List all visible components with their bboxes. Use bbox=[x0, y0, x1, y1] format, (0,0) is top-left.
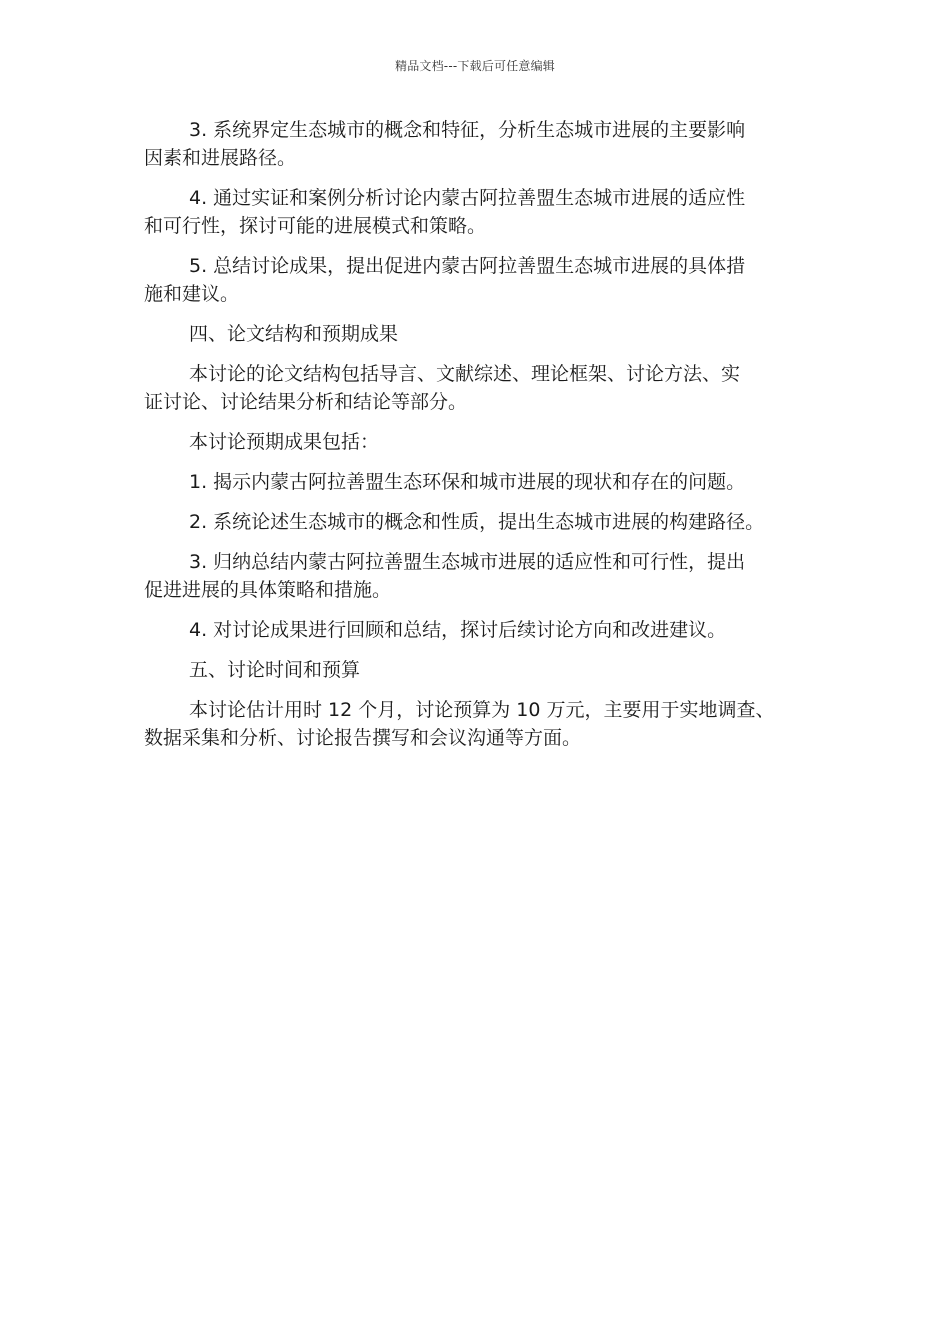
paragraph-expected-intro: 本讨论预期成果包括： bbox=[189, 431, 380, 453]
paragraph-expected-4: 4. 对讨论成果进行回顾和总结，探讨后续讨论方向和改进建议。 bbox=[189, 619, 727, 641]
section-heading-time-budget: 五、讨论时间和预算 bbox=[189, 659, 361, 681]
paragraph-time-budget: 本讨论估计用时 12 个月，讨论预算为 10 万元，主要用于实地调查、 数据采集和分析、讨论报告撰写和会议沟通等方面。 bbox=[144, 699, 775, 749]
section-heading-structure: 四、论文结构和预期成果 bbox=[189, 323, 399, 345]
document-body bbox=[144, 116, 812, 764]
paragraph-objective-4: 4. 通过实证和案例分析讨论内蒙古阿拉善盟生态城市进展的适应性 和可行性，探讨可能的进展模式和策略。 bbox=[144, 187, 746, 237]
paragraph-expected-1: 1. 揭示内蒙古阿拉善盟生态环保和城市进展的现状和存在的问题。 bbox=[189, 471, 746, 493]
paragraph-structure: 本讨论的论文结构包括导言、文献综述、理论框架、讨论方法、实 证讨论、讨论结果分析和结论等部分。 bbox=[144, 363, 741, 413]
paragraph-expected-2: 2. 系统论述生态城市的概念和性质，提出生态城市进展的构建路径。 bbox=[189, 511, 765, 533]
paragraph-expected-3: 3. 归纳总结内蒙古阿拉善盟生态城市进展的适应性和可行性，提出 促进进展的具体策略和措施。 bbox=[144, 551, 746, 601]
paragraph-objective-3: 3. 系统界定生态城市的概念和特征，分析生态城市进展的主要影响 因素和进展路径。 bbox=[144, 119, 746, 169]
paragraph-objective-5: 5. 总结讨论成果，提出促进内蒙古阿拉善盟生态城市进展的具体措 施和建议。 bbox=[144, 255, 746, 305]
page-header: 精品文档---下载后可任意编辑 bbox=[395, 59, 555, 73]
